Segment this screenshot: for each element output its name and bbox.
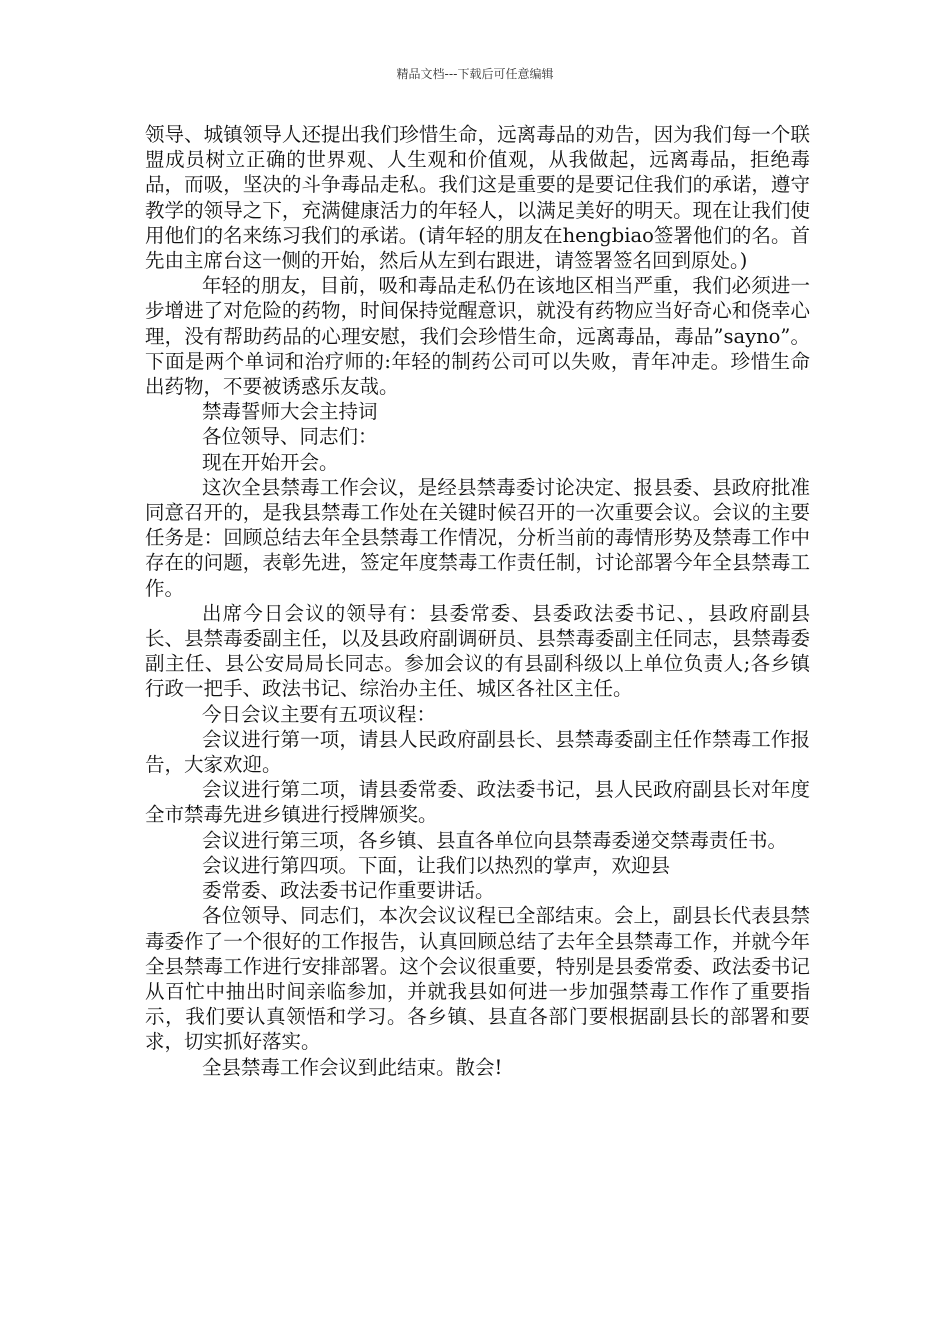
page-header: 精品文档---下载后可任意编辑 bbox=[396, 67, 554, 81]
paragraph-section-title: 禁毒誓师大会主持词 bbox=[202, 400, 378, 424]
paragraph-pledge-intro: 领导、城镇领导人还提出我们珍惜生命，远离毒品的劝告，因为我们每一个联盟成员树立正确的世界观、人生观和价值观，从我做起，远离毒品，拒绝毒品，而吸，坚决的斗争毒品走私。我们这是重要的是要记住我们的承诺，遵守教学的领导之下，充满健康活力的年轻人，以满足美好的明天。现在让我们使用他们的名来练习我们的承诺。(请年轻的朋友在hengbiao签署他们的名。首先由主席台这一侧的开始，然后从左到右跟进，请签署签名回到原处。) bbox=[145, 123, 810, 273]
paragraph-agenda-item-1: 会议进行第一项，请县人民政府副县长、县禁毒委副主任作禁毒工作报告，大家欢迎。 bbox=[145, 727, 810, 777]
paragraph-attendees: 出席今日会议的领导有：县委常委、县委政法委书记、，县政府副县长、县禁毒委副主任，以及县政府副调研员、县禁毒委副主任同志，县禁毒委副主任、县公安局局长同志。参加会议的有县副科级以上单位负责人;各乡镇行政一把手、政法书记、综治办主任、城区各社区主任。 bbox=[145, 601, 810, 701]
paragraph-closing: 全县禁毒工作会议到此结束。散会! bbox=[202, 1055, 503, 1079]
paragraph-opening: 现在开始开会。 bbox=[202, 450, 339, 474]
paragraph-young-friends: 年轻的朋友，目前，吸和毒品走私仍在该地区相当严重，我们必须进一步增进了对危险的药物，时间保持觉醒意识，就没有药物应当好奇心和侥幸心理，没有帮助药品的心理安慰，我们会珍惜生命，远离毒品，毒品”sayno”。下面是两个单词和治疗师的:年轻的制药公司可以失败，青年冲走。珍惜生命出药物，不要被诱惑乐友哉。 bbox=[145, 274, 810, 399]
paragraph-meeting-purpose: 这次全县禁毒工作会议，是经县禁毒委讨论决定、报县委、县政府批准同意召开的，是我县禁毒工作处在关键时候召开的一次重要会议。会议的主要任务是：回顾总结去年全县禁毒工作情况，分析当前的毒情形势及禁毒工作中存在的问题，表彰先进，签定年度禁毒工作责任制，讨论部署今年全县禁毒工作。 bbox=[145, 475, 810, 600]
paragraph-agenda-intro: 今日会议主要有五项议程： bbox=[202, 702, 437, 726]
paragraph-agenda-item-2: 会议进行第二项，请县委常委、政法委书记，县人民政府副县长对年度全市禁毒先进乡镇进行授牌颁奖。 bbox=[145, 778, 810, 827]
document-body bbox=[145, 122, 810, 1080]
paragraph-agenda-item-4-cont: 委常委、政法委书记作重要讲话。 bbox=[202, 879, 495, 903]
paragraph-agenda-item-4: 会议进行第四项。下面，让我们以热烈的掌声，欢迎县 bbox=[202, 853, 671, 877]
paragraph-summary: 各位领导、同志们，本次会议议程已全部结束。会上，副县长代表县禁毒委作了一个很好的工作报告，认真回顾总结了去年全县禁毒工作，并就今年全县禁毒工作进行安排部署。这个会议很重要，特别是县委常委、政法委书记从百忙中抽出时间亲临参加，并就我县如何进一步加强禁毒工作作了重要指示，我们要认真领悟和学习。各乡镇、县直各部门要根据副县长的部署和要求，切实抓好落实。 bbox=[145, 904, 810, 1054]
paragraph-agenda-item-3: 会议进行第三项，各乡镇、县直各单位向县禁毒委递交禁毒责任书。 bbox=[202, 828, 788, 852]
paragraph-greeting: 各位领导、同志们： bbox=[202, 425, 378, 449]
